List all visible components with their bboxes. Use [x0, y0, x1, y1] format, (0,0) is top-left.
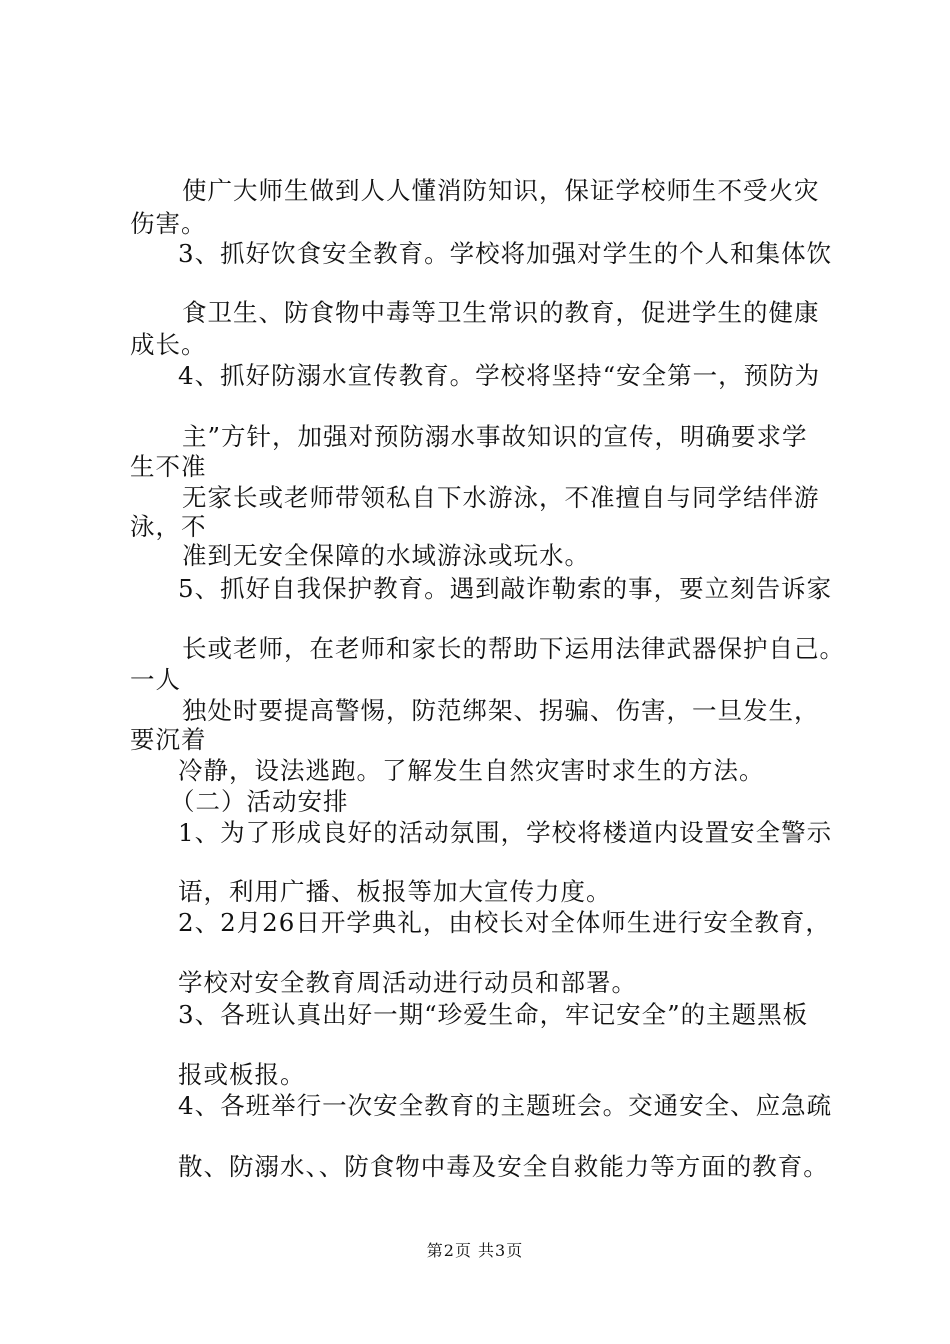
page-footer: 第2页 共3页	[426, 1241, 524, 1260]
text-line: 散、防溺水、、防食物中毒及安全自救能力等方面的教育。	[178, 1152, 829, 1181]
text-line: 要沉着	[130, 725, 207, 754]
text-line: 准到无安全保障的水域游泳或玩水。	[182, 541, 590, 570]
text-line: 使广大师生做到人人懂消防知识，保证学校师生不受火灾	[182, 176, 820, 205]
text-line: 1、为了形成良好的活动氛围，学校将楼道内设置安全警示	[178, 818, 833, 847]
text-line: 生不准	[130, 452, 207, 481]
text-line: 伤害。	[130, 209, 207, 238]
text-line: 2、2月26日开学典礼，由校长对全体师生进行安全教育，	[178, 908, 831, 937]
text-line: 独处时要提高警惕，防范绑架、拐骗、伤害，一旦发生，	[182, 696, 820, 725]
text-line: 无家长或老师带领私自下水游泳，不准擅自与同学结伴游	[182, 483, 820, 512]
text-line: 4、抓好防溺水宣传教育。学校将坚持“安全第一，预防为	[178, 361, 821, 390]
text-line: 4、各班举行一次安全教育的主题班会。交通安全、应急疏	[178, 1091, 833, 1120]
text-line: 语，利用广播、板报等加大宣传力度。	[178, 877, 612, 906]
text-line: 3、抓好饮食安全教育。学校将加强对学生的个人和集体饮	[178, 239, 833, 268]
text-line: 泳，不	[130, 512, 207, 541]
text-line: 长或老师，在老师和家长的帮助下运用法律武器保护自己。	[182, 634, 845, 663]
text-line: 一人	[130, 665, 181, 694]
text-line: 5、抓好自我保护教育。遇到敲诈勒索的事，要立刻告诉家	[178, 574, 833, 603]
text-line: 学校对安全教育周活动进行动员和部署。	[178, 968, 637, 997]
text-line: 食卫生、防食物中毒等卫生常识的教育，促进学生的健康	[182, 298, 820, 327]
text-line: 3、各班认真出好一期“珍爱生命，牢记安全”的主题黑板	[178, 1000, 809, 1029]
text-line: 成长。	[130, 330, 207, 359]
text-line: 冷静，设法逃跑。了解发生自然灾害时求生的方法。	[178, 756, 765, 785]
section-heading: （二）活动安排	[170, 787, 349, 816]
text-line: 主”方针，加强对预防溺水事故知识的宣传，明确要求学	[182, 422, 808, 451]
text-line: 报或板报。	[178, 1060, 306, 1089]
